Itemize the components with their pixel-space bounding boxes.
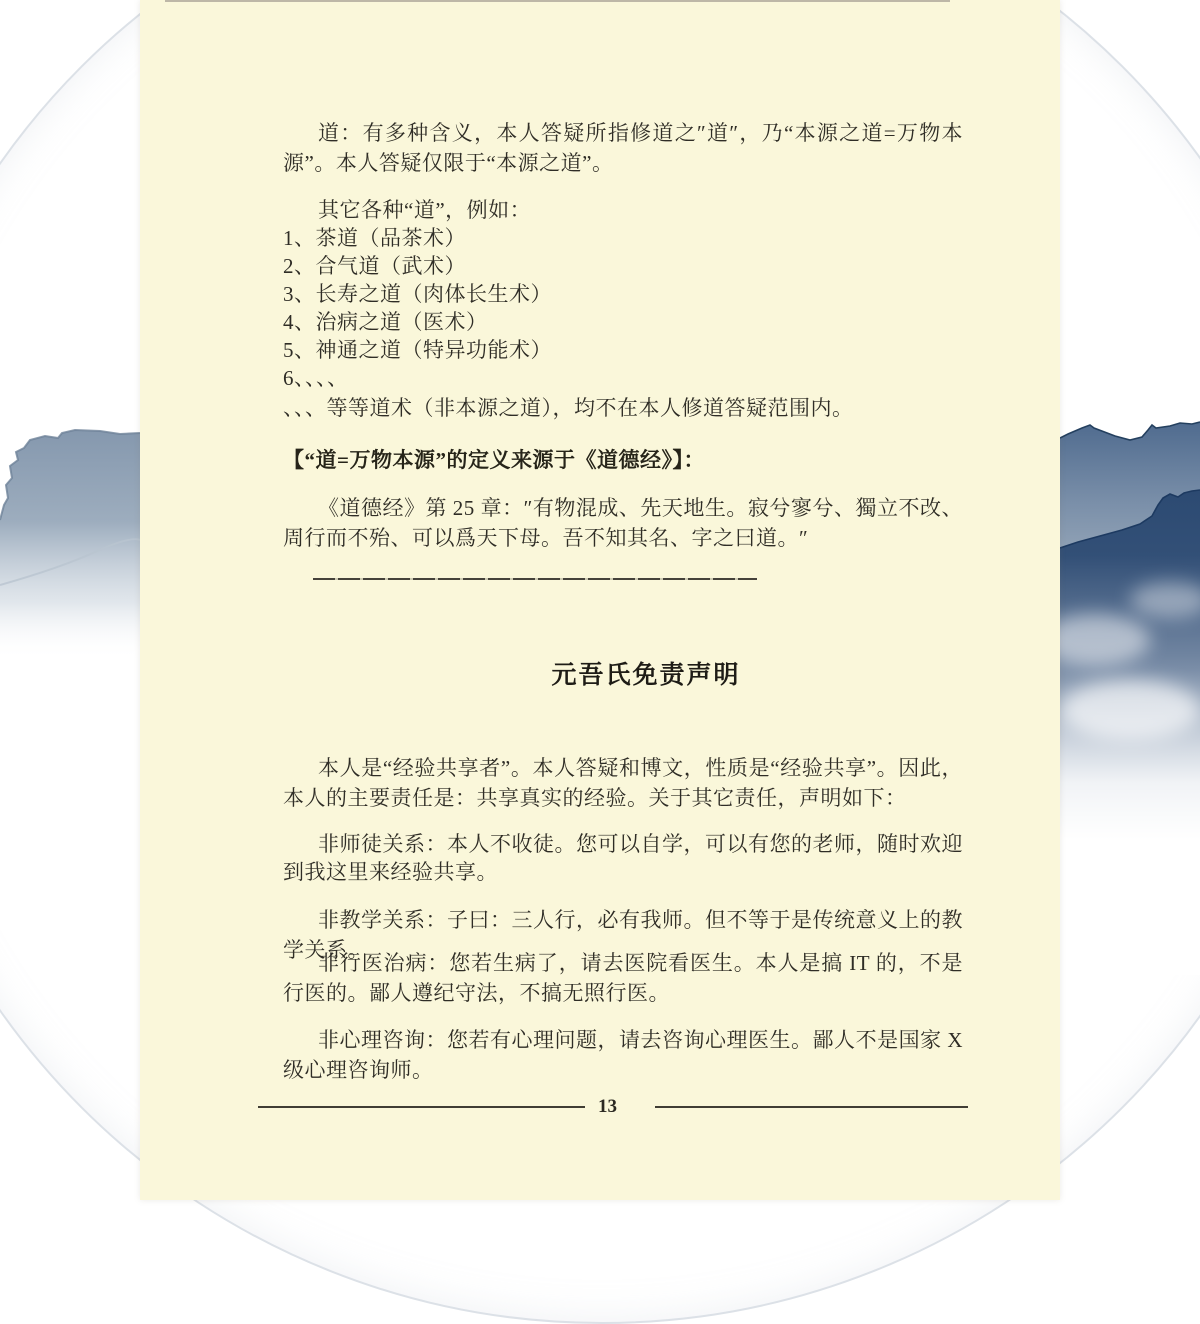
dashed-separator: [313, 578, 757, 580]
ink-mountain-right: [1060, 0, 1200, 1200]
list-item: 1、茶道（品茶术）: [283, 226, 466, 250]
paragraph-other-dao-intro: 其它各种“道”，例如：: [318, 198, 532, 222]
list-item: 4、治病之道（医术）: [283, 310, 488, 334]
footer-rule-right: [655, 1106, 968, 1108]
paragraph-disclaimer-intro: 本人是“经验共享者”。本人答疑和博文，性质是“经验共享”。因此，本人的主要责任是：共享真实的经验。关于其它责任，声明如下：: [283, 756, 963, 810]
paragraph-dao-definition: 道：有多种含义，本人答疑所指修道之″道″，乃“本源之道=万物本源”。本人答疑仅限于“本源之道”。: [283, 121, 963, 175]
left-mesa-shape: [0, 430, 140, 660]
list-item: 2、合气道（武术）: [283, 254, 466, 278]
list-item: 3、长寿之道（肉体长生术）: [283, 282, 552, 306]
top-edge-rule: [165, 0, 950, 2]
paper-page: [140, 0, 1060, 1200]
dao-list: [283, 224, 963, 392]
right-mountain-art: [1060, 0, 1200, 1200]
mist-gradient: [1060, 555, 1200, 975]
disclaimer-item-no-counseling: 非心理咨询：您若有心理问题，请去咨询心理医生。鄙人不是国家 X 级心理咨询师。: [283, 1028, 963, 1082]
list-item: 6、、、、: [283, 366, 349, 390]
disclaimer-item-no-medical: 非行医治病：您若生病了，请去医院看医生。本人是搞 IT 的，不是行医的。鄙人遵纪守法，不搞无照行医。: [283, 951, 963, 1005]
page-number: 13: [598, 1096, 617, 1117]
list-item: 5、神通之道（特异功能术）: [283, 338, 552, 362]
paragraph-list-tail: 、、、等等道术（非本源之道），均不在本人修道答疑范围内。: [283, 396, 854, 420]
left-mountain-art: [0, 0, 140, 1200]
disclaimer-item-no-teaching: 非教学关系：子曰：三人行，必有我师。但不等于是传统意义上的教学关系。: [283, 908, 963, 962]
disclaimer-item-no-master: 非师徒关系：本人不收徒。您可以自学，可以有您的老师，随时欢迎到我这里来经验共享。: [283, 832, 963, 884]
footer-rule-left: [258, 1106, 585, 1108]
ink-mountain-left: [0, 0, 140, 1200]
paragraph-daodejing-quote: 《道德经》第 25 章：″有物混成、先天地生。寂兮寥兮、獨立不改、周行而不殆、可以爲天下母。吾不知其名、字之曰道。″: [283, 496, 963, 550]
bracket-note: 【“道=万物本源”的定义来源于《道德经》】：: [283, 448, 705, 472]
disclaimer-heading: 元吾氏免责声明: [551, 661, 741, 689]
